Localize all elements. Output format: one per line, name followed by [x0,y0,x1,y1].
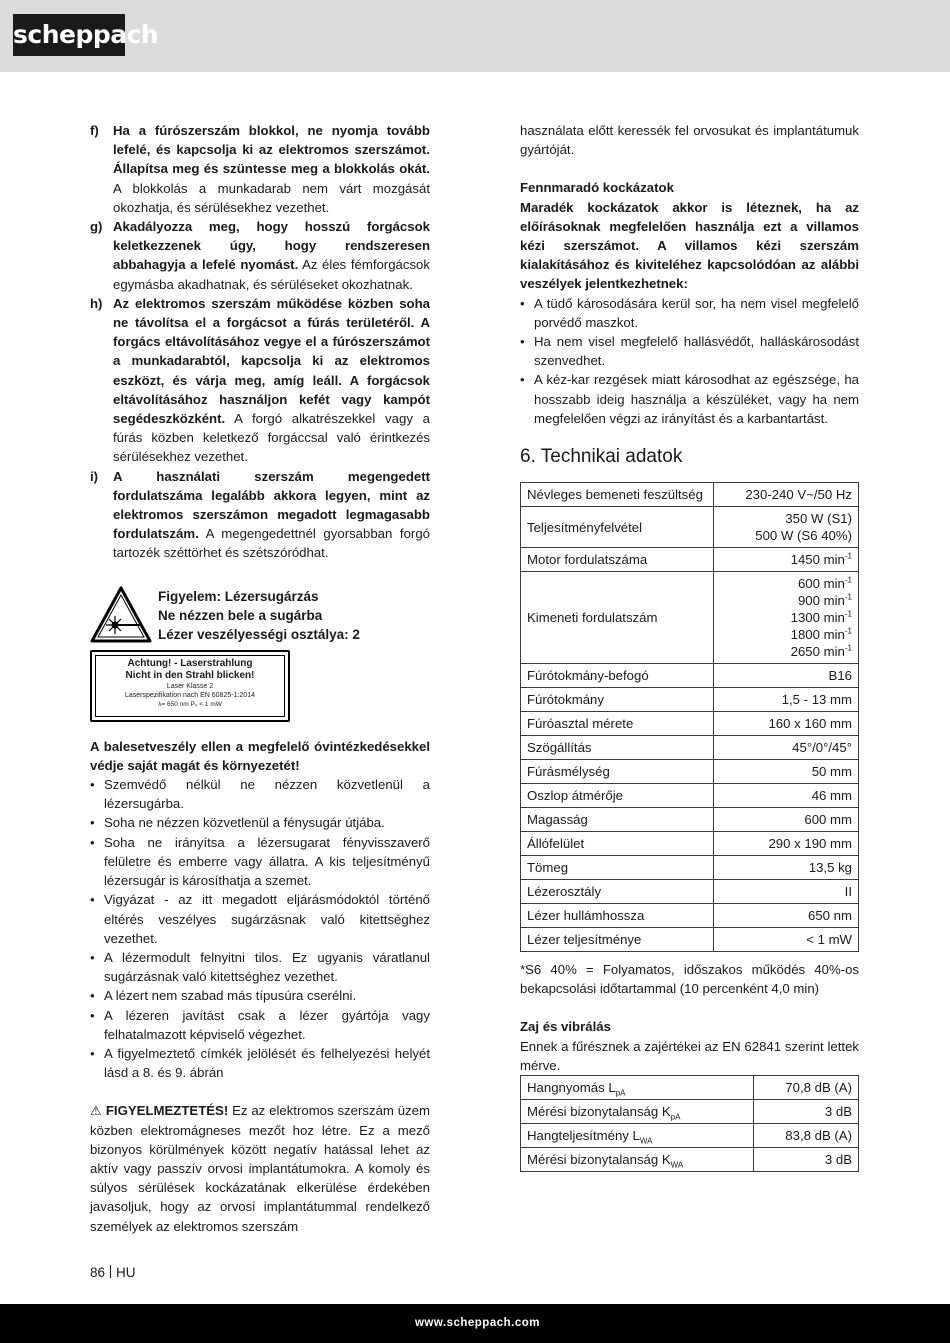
noise-intro: Ennek a fűrésznek a zajértékei az EN 62841 szerint lettek mérve. [520,1038,859,1073]
technical-data-table [520,482,859,952]
item-label: f) [90,123,99,138]
item-label: g) [90,219,103,235]
tech-label: Teljesítményfelvétel [521,507,714,548]
tech-value: 600 mm [714,808,859,832]
tech-label: Tömeg [521,856,714,880]
bullet-item: • Vigyázat - az itt megadott eljárásmódoktól történő eltérés veszélyes sugárzásnak való kitettséghez vezethet. [90,890,430,948]
tech-label: Névleges bemeneti feszültség [521,483,714,507]
tech-value: 600 $\min^{-1}$ 900 $\min^{-1}$ 1300 $\min^{-1}$ 1800 $\min^{-1}$ 2650 $\min^{-1}$ [714,572,859,664]
tech-row [521,664,859,688]
footer-bar [0,1304,950,1343]
residual-risk-list [520,294,859,428]
noise-label: Hangnyomás $L_{pA}$ [521,1076,754,1100]
continued-text: használata előtt keressék fel orvosukat és implantátumuk gyártóját. [520,123,859,158]
tech-value: 160 x 160 mm [714,712,859,736]
safety-item: g) Akadályozza meg, hogy hosszú forgácsok keletkezzenek úgy, hogy rendszeresen abbahagyja a lefelé nyomást. Az éles fémforgácsok egymásba akadhatnak, és sérüléseket okozhatnak. [90,217,430,294]
safety-item: h) Az elektromos szerszám működése közben soha ne távolítsa el a forgácsot a fúrás területéről. A forgács eltávolításához vegye el a fúrószerszámot a munkadarabtól, kapcsolja ki az elektromos eszközt, és várja meg, amíg leáll. A forgácsok eltávolításához használjon kefét vagy kampót segédeszközként. A forgó alkatrészekkel vagy a fúrás közben keletkező forgáccsal való érintkezés sérülésekhez vezethet. [90,294,430,467]
laser-heading: Figyelem: Lézersugárzás Ne nézzen bele a sugárba Lézer veszélyességi osztálya: 2 [158,588,360,642]
tech-row [521,712,859,736]
tech-value: 13,5 kg [714,856,859,880]
tech-label: Kimeneti fordulatszám [521,572,714,664]
header-bar [0,0,950,72]
noise-label: Mérési bizonytalanság $K_{WA}$ [521,1148,754,1172]
tech-label: Szögállítás [521,736,714,760]
tech-label: Fúrásmélység [521,760,714,784]
tech-label: Magasság [521,808,714,832]
tech-row [521,548,859,572]
tech-label: Lézerosztály [521,880,714,904]
scheppach-logo: scheppach [13,14,125,56]
tech-label: Lézer hullámhossza [521,904,714,928]
protect-bullet-list [90,775,430,1082]
bullet-item: • Szemvédő nélkül ne nézzen közvetlenül a lézersugárba. [90,775,430,813]
bullet-item: • A tüdő károsodására kerül sor, ha nem visel megfelelő porvédő maszkot. [520,294,859,332]
safety-items [90,121,430,563]
bullet-item: • A figyelmeztető címkék jelölését és felhelyezési helyét lásd a 8. és 9. ábrán [90,1044,430,1082]
tech-value: 45°/0°/45° [714,736,859,760]
tech-value: 230-240 V~/50 Hz [714,483,859,507]
safety-item: f) Ha a fúrószerszám blokkol, ne nyomja tovább lefelé, és kapcsolja ki az elektromos szerszámot. Állapítsa meg és szüntesse meg a blokkolás okát. A blokkolás a munkadarab nem várt mozgását okozhatja, és sérülésekhez vezethet. [90,121,430,217]
tech-value: B16 [714,664,859,688]
tech-label: Állófelület [521,832,714,856]
bullet-item: • Soha ne nézzen közvetlenül a fénysugár útjába. [90,813,430,832]
tech-value: 1,5 - 13 mm [714,688,859,712]
tech-value: 350 W (S1) 500 W (S6 40%) [714,507,859,548]
right-column [520,121,859,1172]
tech-value: 1450 $\min^{-1}$ [714,548,859,572]
residual-risk-intro: Maradék kockázatok akkor is léteznek, ha az előírásoknak megfelelően használja ezt a villamos kézi szerszámot. A villamos kézi szerszám kialakításához és kiviteléhez kapcsolódóan az alábbi veszélyek jelentkezhetnek: [520,199,859,292]
tech-label: Oszlop átmérője [521,784,714,808]
tech-value: II [714,880,859,904]
left-column [90,121,430,1236]
tech-label: Fúrótokmány-befogó [521,664,714,688]
tech-row [521,880,859,904]
warning-icon: ⚠ [90,1103,103,1119]
noise-label: Mérési bizonytalanság $K_{pA}$ [521,1100,754,1124]
protect-heading: A balesetveszély ellen a megfelelő óvintézkedésekkel védje saját magát és környezetét! [90,738,430,773]
section-title: 6. Technikai adatok [520,446,683,468]
tech-row [521,832,859,856]
website-link[interactable]: www.scheppach.com [414,1317,540,1329]
item-label: i) [90,468,99,484]
noise-table [520,1075,859,1172]
residual-risk-heading: Fennmaradó kockázatok [520,180,674,196]
tech-row [521,856,859,880]
tech-value: 650 nm [714,904,859,928]
noise-row [521,1148,859,1172]
tech-row [521,572,859,664]
noise-value: 3 dB [754,1100,859,1124]
bullet-item: • Ha nem visel megfelelő hallásvédőt, halláskárosodást szenvedhet. [520,332,859,370]
laser-warning-icon [90,586,152,644]
noise-heading: Zaj és vibrálás [520,1019,611,1035]
bullet-item: • A lézert nem szabad más típusúra cserélni. [90,986,430,1005]
tech-value: 46 mm [714,784,859,808]
safety-item: i) A használati szerszám megengedett fordulatszáma legalább akkora legyen, mint az elektromos szerszámon megadott legmagasabb fordulatszám. A megengedettnél gyorsabban forgó tartozék széttörhet és szétszóródhat. [90,467,430,563]
emf-warning: ⚠ FIGYELMEZTETÉS! Ez az elektromos szerszám üzem közben elektromágneses mezőt hoz létre. Ez a mező bizonyos körülmények között negatív hatással lehet az aktív vagy passzív orvosi implantátumokra. A komoly és súlyos sérülések kockázatának elkerülése érdekében javasoljuk, hogy az orvosi implantátummal rendelkező személyek az elektromos szerszám [90,1103,430,1234]
item-label: h) [90,295,103,311]
noise-value: 3 dB [754,1148,859,1172]
bullet-item: • Soha ne irányítsa a lézersugarat fényvisszaverő felületre és emberre vagy állatra. A kis teljesítményű lézersugár is károsíthatja a szemet. [90,833,430,891]
tech-row [521,688,859,712]
footnote: *S6 40% = Folyamatos, időszakos működés 40%-os bekapcsolási időtartammal (10 percenként 4,0 min) [520,962,859,997]
tech-row [521,784,859,808]
tech-row [521,736,859,760]
tech-row [521,808,859,832]
tech-value: < 1 mW [714,928,859,952]
bullet-item: • A lézermodult felnyitni tilos. Ez ugyanis váratlanul sugárzásnak való kitettséghez vezethet. [90,948,430,986]
noise-row [521,1100,859,1124]
tech-value: 50 mm [714,760,859,784]
noise-label: Hangteljesítmény $L_{WA}$ [521,1124,754,1148]
noise-value: 70,8 dB (A) [754,1076,859,1100]
tech-value: 290 x 190 mm [714,832,859,856]
page-number: 86 HU [90,1265,136,1280]
laser-class-label: Achtung! - Laserstrahlung Nicht in den Strahl blicken! Laser Klasse 2 Laserspezifikation nach EN 60825-1:2014 λ= 650 nm P₀ < 1 mW [90,650,290,722]
noise-row [521,1076,859,1100]
tech-row [521,507,859,548]
tech-label: Lézer teljesítménye [521,928,714,952]
laser-warning-block [90,586,430,721]
tech-row [521,760,859,784]
bullet-item: • A lézeren javítást csak a lézer gyártója vagy felhatalmazott képviselő végezhet. [90,1006,430,1044]
noise-row [521,1124,859,1148]
tech-label: Motor fordulatszáma [521,548,714,572]
tech-row [521,904,859,928]
noise-value: 83,8 dB (A) [754,1124,859,1148]
tech-row [521,928,859,952]
tech-row [521,483,859,507]
tech-label: Fúrótokmány [521,688,714,712]
bullet-item: • A kéz-kar rezgések miatt károsodhat az egészsége, ha hosszabb ideig használja a készüléket, vagy ha nem megfelelően végzi az irányítást és a karbantartást. [520,370,859,428]
tech-label: Fúróasztal mérete [521,712,714,736]
